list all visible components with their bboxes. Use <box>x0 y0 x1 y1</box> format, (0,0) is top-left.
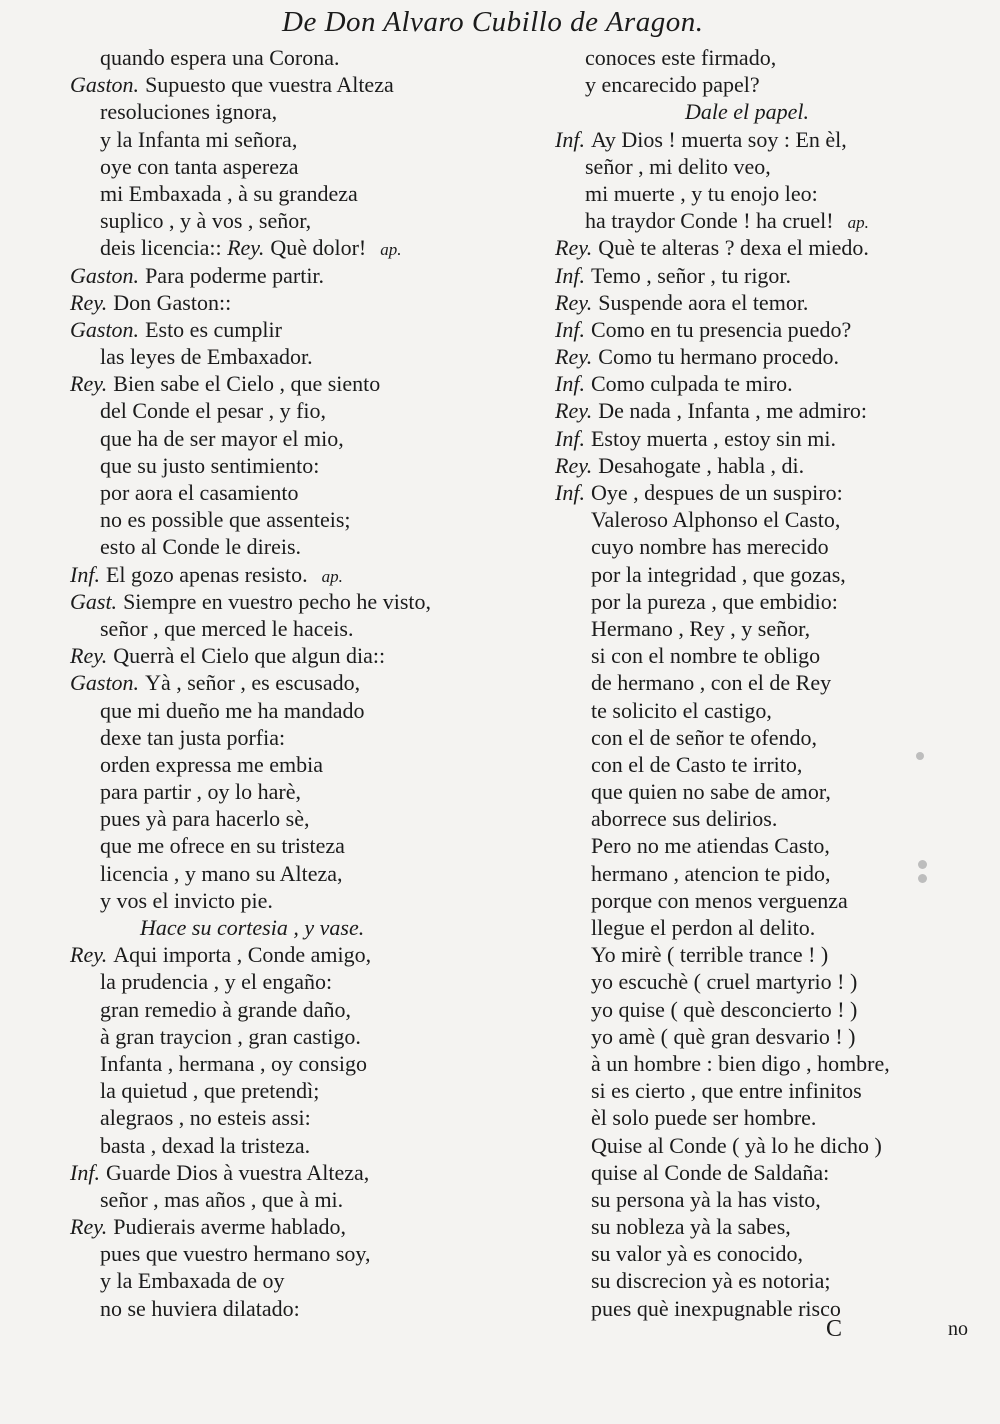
verse-line <box>70 996 490 1023</box>
verse-text: gran remedio à grande daño, <box>100 996 352 1022</box>
verse-text: de hermano , con el de Rey <box>591 670 832 696</box>
verse-text: que me ofrece en su tristeza <box>100 833 345 859</box>
verse-line <box>70 1077 490 1104</box>
verse-line <box>555 1077 965 1104</box>
verse-line <box>555 370 965 397</box>
verse-line <box>70 1104 490 1131</box>
verse-line <box>70 1132 490 1159</box>
verse-line <box>70 425 490 452</box>
speaker-name: Rey. <box>555 235 593 261</box>
verse-text: Què te alteras ? dexa el miedo. <box>598 235 869 261</box>
verse-text: por la integridad , que gozas, <box>591 561 846 587</box>
verse-text: Suspende aora el temor. <box>598 289 809 315</box>
speaker-name: Gaston. <box>70 670 140 696</box>
verse-line <box>555 1050 965 1077</box>
verse-text: Desahogate , habla , di. <box>598 452 805 478</box>
verse-line <box>555 914 965 941</box>
verse-text: licencia , y mano su Alteza, <box>100 860 343 886</box>
speaker-name: Inf. <box>555 371 585 397</box>
verse-line <box>555 1104 965 1131</box>
verse-line <box>555 887 965 914</box>
verse-text: Como tu hermano procedo. <box>598 344 839 370</box>
verse-text: Yo mirè ( terrible trance ! ) <box>591 942 829 968</box>
verse-line <box>70 343 490 370</box>
verse-line <box>555 234 965 261</box>
verse-line <box>555 941 965 968</box>
speaker-name: Inf. <box>70 1159 100 1185</box>
verse-line <box>555 642 965 669</box>
verse-line <box>555 1186 965 1213</box>
speaker-name: Rey. <box>555 289 593 315</box>
verse-line <box>70 697 490 724</box>
verse-line <box>70 1023 490 1050</box>
verse-text: deis licencia:: <box>100 235 228 261</box>
verse-line <box>70 968 490 995</box>
verse-line <box>555 1267 965 1294</box>
verse-text: su persona yà la has visto, <box>591 1186 821 1212</box>
verse-text: à un hombre : bien digo , hombre, <box>591 1050 890 1076</box>
ink-spot <box>918 874 927 883</box>
verse-text: Para poderme partir. <box>145 262 325 288</box>
verse-line <box>555 1023 965 1050</box>
verse-text: quando espera una Corona. <box>100 45 340 70</box>
verse-line <box>555 697 965 724</box>
aside-marker: ap. <box>380 240 402 260</box>
verse-text: con el de Casto te irrito, <box>591 751 803 777</box>
verse-text: dexe tan justa porfia: <box>100 724 286 750</box>
verse-line <box>70 98 490 125</box>
verse-text: Siempre en vuestro pecho he visto, <box>123 588 431 614</box>
verse-line <box>555 615 965 642</box>
verse-text: yo amè ( què gran desvario ! ) <box>591 1023 856 1049</box>
speaker-name: Inf. <box>70 561 100 587</box>
speaker-name: Inf. <box>555 480 585 505</box>
verse-text: El gozo apenas resisto. <box>105 561 308 587</box>
verse-line <box>70 588 490 615</box>
verse-line <box>70 153 490 180</box>
verse-text: Supuesto que vuestra Alteza <box>145 72 394 98</box>
verse-line <box>70 1240 490 1267</box>
verse-line <box>555 588 965 615</box>
verse-text: alegraos , no esteis assi: <box>100 1105 311 1131</box>
verse-line <box>70 1050 490 1077</box>
verse-text: De nada , Infanta , me admiro: <box>598 398 868 424</box>
verse-line <box>555 1132 965 1159</box>
speaker-name: Rey. <box>227 235 265 261</box>
verse-line <box>555 1159 965 1186</box>
verse-text: que ha de ser mayor el mio, <box>100 425 344 451</box>
verse-line <box>555 1240 965 1267</box>
verse-text: Oye , despues de un suspiro: <box>590 480 843 505</box>
verse-text: te solicito el castigo, <box>591 697 772 723</box>
running-head: De Don Alvaro Cubillo de Aragon. <box>282 6 704 38</box>
verse-text: las leyes de Embaxador. <box>100 344 313 370</box>
verse-line <box>70 832 490 859</box>
verse-line <box>70 642 490 669</box>
verse-line <box>70 207 490 234</box>
verse-text: Ay Dios ! muerta soy : En èl, <box>590 126 847 152</box>
verse-text: y vos el invicto pie. <box>100 887 273 913</box>
ink-spot <box>916 752 924 760</box>
speaker-name: Rey. <box>70 1214 108 1240</box>
verse-text: Quise al Conde ( yà lo he dicho ) <box>591 1132 882 1158</box>
verse-line <box>70 805 490 832</box>
verse-line <box>555 968 965 995</box>
right-column <box>555 44 965 1322</box>
speaker-name: Rey. <box>555 344 593 370</box>
verse-text: señor , mas años , que à mi. <box>100 1186 344 1212</box>
verse-text: aborrece sus delirios. <box>591 806 778 832</box>
speaker-name: Gaston. <box>70 262 140 288</box>
verse-line <box>555 561 965 588</box>
verse-text: señor , que merced le haceis. <box>100 615 354 641</box>
verse-text: Don Gaston:: <box>113 289 232 315</box>
verse-line <box>70 751 490 778</box>
verse-line <box>70 479 490 506</box>
verse-text: su discrecion yà es notoria; <box>591 1268 831 1294</box>
verse-line <box>70 316 490 343</box>
verse-line <box>555 126 965 153</box>
verse-line <box>555 397 965 424</box>
verse-line <box>555 724 965 751</box>
verse-line <box>70 1159 490 1186</box>
verse-line <box>70 506 490 533</box>
verse-text: basta , dexad la tristeza. <box>100 1132 311 1158</box>
signature-mark: C <box>826 1316 843 1342</box>
speaker-name: Inf. <box>555 262 585 288</box>
verse-text: Guarde Dios à vuestra Alteza, <box>105 1159 370 1185</box>
verse-text: y la Infanta mi señora, <box>100 126 298 152</box>
speaker-name: Rey. <box>555 452 593 478</box>
verse-line <box>555 506 965 533</box>
verse-line <box>555 1295 965 1322</box>
stage-direction: Hace su cortesia , y vase. <box>140 915 365 940</box>
verse-line <box>555 262 965 289</box>
catchword: no <box>948 1318 968 1340</box>
verse-line <box>70 941 490 968</box>
verse-text: para partir , oy lo harè, <box>100 779 301 805</box>
verse-text: no se huviera dilatado: <box>100 1295 300 1321</box>
speaker-name: Gaston. <box>70 72 140 98</box>
verse-text: esto al Conde le direis. <box>100 534 302 560</box>
verse-line <box>70 533 490 560</box>
verse-line <box>555 71 965 98</box>
verse-line <box>555 533 965 560</box>
verse-text: y la Embaxada de oy <box>100 1268 285 1294</box>
verse-line <box>555 805 965 832</box>
verse-line <box>70 397 490 424</box>
verse-line <box>555 289 965 316</box>
verse-line <box>70 180 490 207</box>
verse-text: suplico , y à vos , señor, <box>100 208 312 234</box>
speaker-name: Rey. <box>70 371 108 397</box>
speaker-name: Rey. <box>70 942 108 968</box>
verse-line <box>70 778 490 805</box>
verse-line <box>70 561 490 588</box>
verse-text: pues yà para hacerlo sè, <box>100 806 310 832</box>
verse-text: Què dolor! <box>270 235 367 261</box>
verse-line <box>70 1186 490 1213</box>
verse-text: à gran traycion , gran castigo. <box>100 1023 361 1049</box>
verse-text: oye con tanta aspereza <box>100 153 299 179</box>
verse-text: Aqui importa , Conde amigo, <box>113 942 372 968</box>
verse-text: con el de señor te ofendo, <box>591 724 818 750</box>
speaker-name: Inf. <box>555 316 585 342</box>
verse-text: mi Embaxada , à su grandeza <box>100 180 358 206</box>
verse-line <box>70 914 490 941</box>
verse-line <box>555 479 965 506</box>
verse-text: su valor yà es conocido, <box>591 1241 803 1267</box>
verse-line <box>555 153 965 180</box>
verse-text: hermano , atencion te pido, <box>591 860 831 886</box>
verse-text: señor , mi delito veo, <box>585 153 771 179</box>
verse-line <box>555 44 965 71</box>
verse-text: no es possible que assenteis; <box>100 507 351 533</box>
verse-text: Yà , señor , es escusado, <box>145 670 361 696</box>
verse-line <box>70 887 490 914</box>
verse-text: Esto es cumplir <box>145 316 282 342</box>
verse-text: yo quise ( què desconcierto ! ) <box>591 996 858 1022</box>
left-column <box>70 44 490 1322</box>
verse-line <box>555 751 965 778</box>
verse-text: yo escuchè ( cruel martyrio ! ) <box>591 969 858 995</box>
verse-line <box>555 452 965 479</box>
verse-text: que mi dueño me ha mandado <box>100 697 365 723</box>
verse-text: conoces este firmado, <box>585 45 777 70</box>
verse-text: Infanta , hermana , oy consigo <box>100 1050 367 1076</box>
verse-text: del Conde el pesar , y fio, <box>100 398 327 424</box>
verse-text: Estoy muerta , estoy sin mi. <box>590 425 836 451</box>
speaker-name: Gast. <box>70 588 118 614</box>
verse-text: Hermano , Rey , y señor, <box>591 615 811 641</box>
verse-text: Como culpada te miro. <box>590 371 793 397</box>
speaker-name: Rey. <box>70 289 108 315</box>
verse-line <box>555 860 965 887</box>
verse-line <box>555 343 965 370</box>
verse-line <box>70 724 490 751</box>
speaker-name: Gaston. <box>70 316 140 342</box>
verse-line <box>70 234 490 261</box>
verse-line <box>70 615 490 642</box>
verse-line <box>70 262 490 289</box>
verse-text: quise al Conde de Saldaña: <box>591 1159 830 1185</box>
aside-marker: ap. <box>847 213 869 233</box>
verse-text: la prudencia , y el engaño: <box>100 969 333 995</box>
verse-line <box>555 207 965 234</box>
verse-text: Como en tu presencia puedo? <box>590 316 852 342</box>
verse-line <box>555 98 965 125</box>
verse-text: que quien no sabe de amor, <box>591 779 831 805</box>
aside-marker: ap. <box>321 566 343 586</box>
verse-line <box>70 1213 490 1240</box>
stage-direction: Dale el papel. <box>685 99 810 125</box>
verse-text: por aora el casamiento <box>100 480 299 505</box>
verse-text: Pero no me atiendas Casto, <box>591 833 830 859</box>
verse-text: ha traydor Conde ! ha cruel! <box>585 208 834 234</box>
verse-text: por la pureza , que embidio: <box>591 588 838 614</box>
verse-line <box>70 71 490 98</box>
verse-line <box>555 832 965 859</box>
verse-line <box>555 996 965 1023</box>
verse-line <box>70 289 490 316</box>
verse-line <box>70 44 490 71</box>
verse-line <box>555 778 965 805</box>
verse-line <box>555 669 965 696</box>
verse-text: orden expressa me embia <box>100 751 323 777</box>
verse-text: si con el nombre te obligo <box>591 643 821 669</box>
verse-line <box>555 180 965 207</box>
verse-line <box>555 316 965 343</box>
verse-text: cuyo nombre has merecido <box>591 534 829 560</box>
verse-text: Bien sabe el Cielo , que siento <box>113 371 381 397</box>
verse-text: Pudierais averme hablado, <box>113 1214 347 1240</box>
verse-text: Querrà el Cielo que algun dia:: <box>113 643 386 669</box>
ink-spot <box>918 860 927 869</box>
verse-text: llegue el perdon al delito. <box>591 915 816 940</box>
verse-text: resoluciones ignora, <box>100 99 278 125</box>
speaker-name: Inf. <box>555 425 585 451</box>
speaker-name: Inf. <box>555 126 585 152</box>
verse-text: Temo , señor , tu rigor. <box>590 262 792 288</box>
verse-line <box>555 1213 965 1240</box>
verse-text: y encarecido papel? <box>585 72 760 98</box>
verse-text: èl solo puede ser hombre. <box>591 1105 817 1131</box>
verse-text: porque con menos verguenza <box>591 887 848 913</box>
verse-line <box>70 126 490 153</box>
verse-text: pues que vuestro hermano soy, <box>100 1241 371 1267</box>
verse-text: la quietud , que pretendì; <box>100 1078 320 1104</box>
verse-line <box>70 860 490 887</box>
speaker-name: Rey. <box>555 398 593 424</box>
verse-text: pues què inexpugnable risco <box>591 1295 841 1321</box>
verse-text: su nobleza yà la sabes, <box>591 1214 791 1240</box>
verse-line <box>70 669 490 696</box>
verse-text: si es cierto , que entre infinitos <box>591 1078 862 1104</box>
verse-text: que su justo sentimiento: <box>100 452 320 478</box>
verse-line <box>70 452 490 479</box>
speaker-name: Rey. <box>70 643 108 669</box>
verse-text: Valeroso Alphonso el Casto, <box>591 507 841 533</box>
verse-line <box>70 1267 490 1294</box>
verse-line <box>70 1295 490 1322</box>
verse-line <box>70 370 490 397</box>
verse-line <box>555 425 965 452</box>
verse-text: mi muerte , y tu enojo leo: <box>585 180 818 206</box>
